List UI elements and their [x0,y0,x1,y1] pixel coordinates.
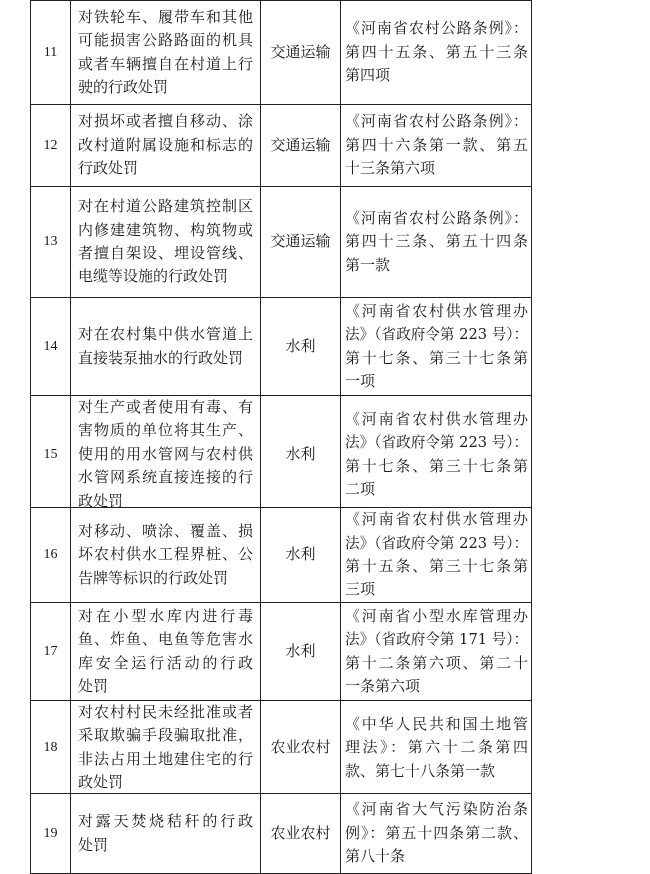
legal-basis-cell [341,396,532,513]
text-line: 例》：第五十四条第二款、 [345,823,528,842]
text-line: 《河南省大气污染防治条 [345,800,528,819]
text-line: 对在小型水库内进行毒 [78,606,253,625]
text-line: 对损坏或者擅自移动、涂 [78,112,253,131]
text-line: 对农村村民未经批准或者 [78,703,253,721]
text-line: 款、第七十八条第一款 [345,761,496,780]
department-name: 交通运输 [270,42,331,61]
department-name: 交通运输 [270,232,331,251]
text-line: 对移动、喷涂、覆盖、损 [78,521,253,540]
administrative-penalty-table [30,0,532,874]
department-cell [261,187,341,297]
text-line: 十三条第六项 [345,159,436,178]
text-line: 第十五条、第三十七条第 [345,557,528,575]
penalty-description-cell [71,508,261,602]
text-line: 《河南省农村公路条例》： [345,112,528,131]
department-name: 水利 [285,641,316,660]
text-line: 驶的行政处罚 [78,77,169,96]
row-number-cell [31,1,71,104]
text-line: 《河南省农村供水管理办 [345,510,528,529]
text-line: 对铁轮车、履带车和其他 [78,7,253,26]
text-line: 使用的用水管网与农村供 [78,444,253,463]
text-line: 改村道附属设施和标志的 [78,135,253,154]
row-number-cell [31,298,71,395]
legal-basis-cell [341,298,532,395]
table-row [31,794,532,874]
text-line: 一条第六项 [345,676,421,695]
text-line: 害物质的单位将其生产、 [78,421,253,440]
text-line: 库安全运行活动的行政 [78,653,253,672]
row-number: 18 [43,740,58,756]
penalty-description-cell [71,105,261,186]
table-row [31,1,532,105]
text-line: 内修建建筑物、构筑物或 [78,220,253,239]
legal-basis-cell [341,508,532,602]
text-line: 第四十五条、第五十三条 [345,42,528,61]
text-line: 《河南省农村供水管理办 [345,301,528,320]
row-number-cell [31,396,71,513]
department-name: 交通运输 [270,135,331,154]
text-line: 坏农村供水工程界桩、公 [78,545,253,564]
text-line: 第十七条、第三十七条第 [345,348,528,367]
legal-basis-cell [341,187,532,297]
text-line: 三项 [345,580,376,599]
row-number-cell [31,187,71,297]
row-number: 14 [43,338,58,354]
text-line: 《河南省农村公路条例》： [345,19,528,38]
penalty-description-cell [71,396,261,513]
table-row [31,603,532,701]
text-line: 对在农村集中供水管道上 [78,325,253,344]
penalty-description-cell [71,187,261,297]
table-row [31,396,532,508]
text-line: 对在村道公路建筑控制区 [78,197,253,216]
text-line: 理法》：第六十二条第四 [345,738,528,757]
department-name: 农业农村 [270,823,331,842]
text-line: 或者车辆擅自在村道上行 [78,54,253,73]
penalty-description-cell [71,701,261,795]
text-line: 处罚 [78,835,109,854]
row-number: 17 [43,643,58,659]
department-cell [261,701,341,795]
department-name: 水利 [285,336,316,355]
row-number-cell [31,508,71,602]
legal-basis-cell [341,701,532,795]
row-number: 19 [43,825,58,841]
text-line: 法》（省政府令第 171 号）： [345,630,529,649]
department-name: 水利 [285,444,316,463]
text-line: 法》（省政府令第 223 号）： [345,533,529,552]
text-line: 第十二条第六项、第二十 [345,653,528,672]
row-number: 15 [43,446,58,462]
row-number-cell [31,603,71,700]
table-row [31,187,532,298]
row-number: 13 [43,234,58,250]
text-line: 政处罚 [78,491,124,510]
row-number: 16 [43,547,58,563]
row-number-cell [31,794,71,873]
legal-basis-cell [341,603,532,700]
text-line: 法》（省政府令第 223 号）： [345,325,529,344]
legal-basis-cell [341,794,532,873]
legal-basis-cell [341,105,532,186]
table-row [31,701,532,794]
text-line: 水管网系统直接连接的行 [78,468,253,487]
department-cell [261,794,341,873]
text-line: 可能损害公路路面的机具 [78,31,253,50]
department-name: 农业农村 [270,738,331,757]
penalty-description-cell [71,794,261,873]
text-line: 《河南省小型水库管理办 [345,606,528,625]
text-line: 非法占用土地建住宅的行 [78,749,253,768]
department-cell [261,105,341,186]
text-line: 行政处罚 [78,159,139,178]
text-line: 告牌等标识的行政处罚 [78,568,229,587]
text-line: 《河南省农村供水管理办 [345,409,528,428]
row-number-cell [31,105,71,186]
text-line: 第十七条、第三十七条第 [345,456,528,475]
text-line: 第八十条 [345,847,406,866]
legal-basis-cell [341,1,532,104]
text-line: 第四十三条、第五十四条 [345,232,528,251]
row-number: 12 [43,137,58,153]
text-line: 政处罚 [78,773,124,792]
text-line: 法》（省政府令第 223 号）： [345,433,529,452]
text-line: 《河南省农村公路条例》： [345,208,528,227]
text-line: 处罚 [78,676,109,695]
department-cell [261,603,341,700]
penalty-description-cell [71,298,261,395]
department-name: 水利 [285,545,316,564]
table-row [31,298,532,396]
text-line: 第四十六条第一款、第五 [345,135,528,154]
text-line: 对生产或者使用有毒、有 [78,398,253,416]
text-line: 《中华人民共和国土地管 [345,714,528,733]
row-number: 11 [43,44,58,60]
department-cell [261,298,341,395]
text-line: 第四项 [345,66,391,85]
department-cell [261,1,341,104]
text-line: 电缆等设施的行政处罚 [78,267,229,286]
text-line: 对露天焚烧秸秆的行政 [78,812,253,831]
text-line: 第一款 [345,255,391,274]
text-line: 者擅自架设、埋设管线、 [78,244,253,262]
department-cell [261,508,341,602]
penalty-description-cell [71,603,261,700]
text-line: 一项 [345,371,376,390]
text-line: 鱼、炸鱼、电鱼等危害水 [78,630,253,649]
table-row [31,508,532,603]
text-line: 采取欺骗手段骗取批准， [78,726,253,745]
penalty-description-cell [71,1,261,104]
row-number-cell [31,701,71,795]
table-row [31,105,532,187]
department-cell [261,396,341,513]
text-line: 直接装泵抽水的行政处罚 [78,348,244,367]
text-line: 二项 [345,479,376,498]
